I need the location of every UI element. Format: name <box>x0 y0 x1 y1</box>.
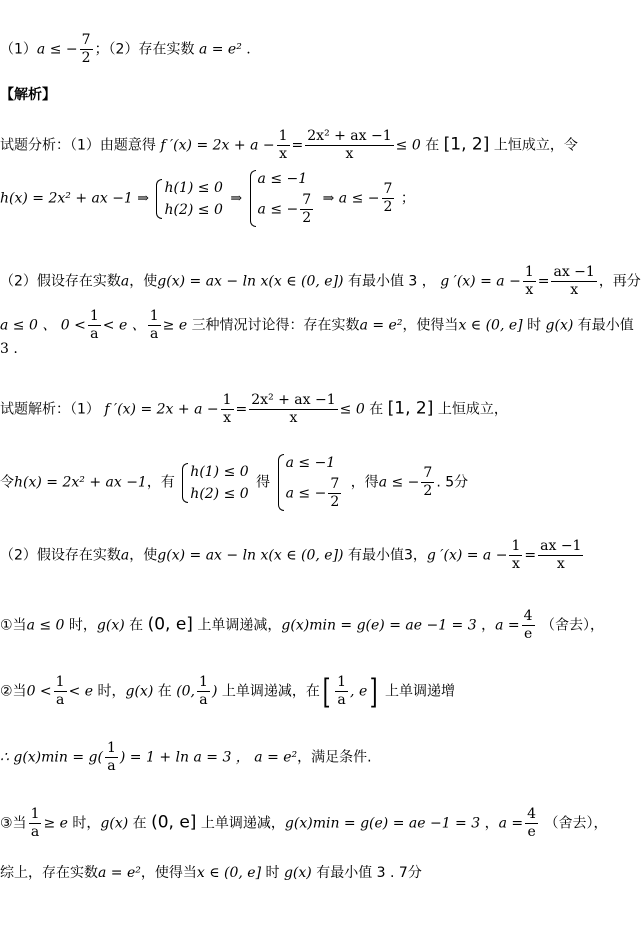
math: ≤ 0 <box>339 401 365 418</box>
frac <box>538 538 583 573</box>
math: f ′(x) = 2x + a − <box>104 401 219 418</box>
frac-num: ax −1 <box>553 264 595 280</box>
math: g(x) <box>283 865 312 881</box>
frac-den: 2 <box>302 210 312 226</box>
equals-sign: = <box>537 273 550 290</box>
analysis-label: 试题分析：（1）由题意得 <box>0 137 156 154</box>
text: 上单调递减， <box>200 815 285 832</box>
text: 有最小值 3 ， <box>347 273 436 290</box>
text: 时， <box>97 683 126 700</box>
frac-den: x <box>279 146 288 162</box>
cases-a <box>250 170 316 227</box>
math: g(x) <box>96 617 125 634</box>
math: g(x) <box>125 683 154 700</box>
frac-num: 7 <box>302 192 312 208</box>
text: （2）假设存在实数 <box>0 273 121 290</box>
interval: [1, 2] <box>387 398 434 419</box>
text: （舍去）， <box>541 617 605 634</box>
text: 时， <box>68 617 97 634</box>
separator: ， <box>481 617 496 634</box>
math: g(x)min = g(e) = ae −1 = 3 <box>284 815 481 832</box>
frac <box>148 308 161 343</box>
frac-den: a <box>30 824 40 840</box>
case-row: h(2) ≤ 0 <box>164 201 223 218</box>
g-function: g(x) = ax − ln x(x ∈ (0, e]) <box>157 273 344 290</box>
math: x ∈ (0, e] <box>458 317 523 334</box>
case-row: a ≤ − <box>285 485 327 502</box>
separator: ， <box>484 815 499 832</box>
math: < e <box>68 683 94 700</box>
answer-part1-label: （1） <box>0 41 37 58</box>
case-row: a ≤ −1 <box>257 171 308 187</box>
frac <box>551 264 596 299</box>
frac <box>88 308 101 343</box>
frac-den: x <box>223 410 232 426</box>
text: 上恒成立， <box>437 401 508 418</box>
text: 得 <box>256 474 271 491</box>
solution-line-2 <box>0 454 468 511</box>
answer-part1-math: a ≤ − <box>36 41 78 58</box>
final-line <box>0 864 422 882</box>
math: a = e² <box>254 749 298 766</box>
text: 在 <box>132 815 147 832</box>
frac-num: 1 <box>89 308 99 324</box>
analysis-line-3 <box>0 264 641 299</box>
text: （舍去）， <box>544 815 608 832</box>
brace <box>278 454 284 511</box>
frac-den: a <box>199 692 208 708</box>
frac-den: x <box>570 282 579 298</box>
score-text: . 5分 <box>436 474 469 491</box>
text: 令 <box>0 474 14 491</box>
analysis-line-1 <box>0 128 578 163</box>
text: 综上，存在实数 <box>0 865 98 881</box>
frac-den: x <box>525 282 534 298</box>
text: ，使 <box>129 547 158 564</box>
frac <box>54 674 67 709</box>
math: ) = 1 + ln a = 3 ， <box>119 749 250 766</box>
frac-num: 1 <box>511 538 521 554</box>
g-function: g(x) = ax − ln x(x ∈ (0, e]) <box>157 547 344 564</box>
frac <box>221 392 234 427</box>
analysis-line-5: 3 . <box>0 341 18 357</box>
interval: (0, e] <box>147 614 193 635</box>
frac-den: a <box>337 692 346 708</box>
text: 在 <box>425 137 440 154</box>
frac-num: 1 <box>337 674 347 690</box>
math: < e 、 <box>102 317 146 334</box>
frac-num: 1 <box>30 806 40 822</box>
math: a ≤ − <box>378 474 420 491</box>
math: (0, <box>176 683 196 700</box>
interval: (0, e] <box>151 812 197 833</box>
case-row: a ≤ −1 <box>285 455 336 471</box>
cases-h <box>182 463 248 503</box>
text: ，满足条件. <box>297 749 372 766</box>
frac-den: x <box>556 556 565 572</box>
text: 时 <box>265 865 280 881</box>
frac-num: 1 <box>278 128 288 144</box>
frac-num: 1 <box>149 308 159 324</box>
frac-num: 1 <box>55 674 65 690</box>
case-label: ①当 <box>0 617 27 634</box>
frac <box>421 465 434 500</box>
frac <box>29 806 42 841</box>
math: a = <box>495 617 520 634</box>
math: a ≤ 0 <box>26 617 65 634</box>
analysis-line-2 <box>0 170 415 227</box>
interval: [1, 2] <box>443 134 490 155</box>
analysis-line-4 <box>0 308 634 343</box>
h-function: h(x) = 2x² + ax −1 ⇒ <box>0 190 150 207</box>
frac-num: 2x² + ax −1 <box>251 392 336 408</box>
math: a = e² <box>98 865 141 881</box>
frac-num: ax −1 <box>540 538 582 554</box>
frac-num: 1 <box>222 392 232 408</box>
analysis-frac-1 <box>277 128 290 163</box>
frac-den: x <box>345 146 354 162</box>
frac-num: 7 <box>383 181 393 197</box>
math: a ≤ 0 、 0 < <box>0 317 86 334</box>
answer-line <box>0 32 251 67</box>
frac <box>249 392 337 427</box>
math: h(x) = 2x² + ax −1 <box>14 474 147 491</box>
text: 时 <box>527 317 542 334</box>
case-row: h(2) ≤ 0 <box>190 485 249 502</box>
frac-den: 2 <box>423 483 433 499</box>
analysis-frac-2 <box>305 128 393 163</box>
frac-den: x <box>289 410 298 426</box>
frac-num: 7 <box>330 476 340 492</box>
var-a: a <box>120 273 130 290</box>
frac-num: 1 <box>524 264 534 280</box>
text: 在 <box>369 401 384 418</box>
case-frac <box>328 476 341 511</box>
solution-line-3 <box>0 538 585 573</box>
case-3-line <box>0 806 608 841</box>
frac-num: 7 <box>423 465 433 481</box>
implies-arrow: ⇒ <box>230 190 243 207</box>
brace <box>250 170 256 227</box>
analysis-ineq: ≤ 0 <box>395 137 421 154</box>
math: a = <box>498 815 524 832</box>
cases-a <box>278 454 344 511</box>
therefore-line <box>0 740 372 775</box>
equals-sign: = <box>291 137 304 154</box>
answer-fraction-den: 2 <box>81 50 91 66</box>
math: g(x)min = g(e) = ae −1 = 3 <box>281 617 477 634</box>
text: ，得 <box>350 474 379 491</box>
frac <box>525 806 538 841</box>
frac <box>509 538 522 573</box>
answer-part2-math: a = e² <box>198 41 242 58</box>
text: ，使得当 <box>402 317 459 334</box>
frac <box>522 608 535 643</box>
text: 上单调递减，在 <box>221 683 320 700</box>
solution-line-1 <box>0 392 508 427</box>
text: 上单调递减， <box>197 617 282 634</box>
case-label: ②当 <box>0 683 27 700</box>
brace <box>156 179 162 219</box>
frac <box>335 674 348 709</box>
math: 0 < <box>26 683 52 700</box>
text: 上恒成立，令 <box>493 137 578 154</box>
semicolon: ； <box>400 190 415 207</box>
answer-fraction <box>80 32 93 67</box>
frac-num: 1 <box>199 674 208 690</box>
math: x ∈ (0, e] <box>196 865 262 881</box>
frac-den: a <box>55 692 65 708</box>
math: ≥ e <box>162 317 188 334</box>
math: ) <box>211 683 218 700</box>
text: ，有 <box>146 474 175 491</box>
case-2-line <box>0 671 455 712</box>
result-frac <box>382 181 395 216</box>
frac-den: a <box>150 326 159 342</box>
text: 在 <box>129 617 144 634</box>
case-row: h(1) ≤ 0 <box>190 463 249 480</box>
brace <box>182 463 188 503</box>
math: , e <box>350 683 368 700</box>
text: 时， <box>72 815 101 832</box>
text: 上单调递增 <box>384 683 455 700</box>
var-a: a <box>120 547 130 564</box>
g-derivative: g ′(x) = a − <box>426 547 508 564</box>
frac-den: 2 <box>330 494 340 510</box>
text: ，使得当 <box>140 865 197 881</box>
frac-den: a <box>107 758 116 774</box>
frac-num: 1 <box>106 740 116 756</box>
right-bracket: ] <box>369 671 378 712</box>
frac-num: 4 <box>527 806 537 822</box>
section-title: 【解析】 <box>0 87 56 103</box>
left-bracket: [ <box>322 671 331 712</box>
text: ，再分 <box>598 273 641 290</box>
text: 有最小值 <box>577 317 634 334</box>
frac <box>105 740 118 775</box>
result: ⇒ a ≤ − <box>322 190 380 207</box>
answer-part2-label: ；（2）存在实数 <box>94 41 195 58</box>
case-frac <box>300 192 313 227</box>
text: 在 <box>157 683 172 700</box>
frac-den: e <box>523 626 533 642</box>
equals-sign: = <box>235 401 248 418</box>
solution-label: 试题解析：（1） <box>0 401 100 418</box>
answer-fraction-num: 7 <box>81 32 91 48</box>
frac-den: 2 <box>383 199 393 215</box>
g-derivative: g ′(x) = a − <box>440 273 521 290</box>
analysis-derivative: f ′(x) = 2x + a − <box>160 137 275 154</box>
cases-h <box>156 179 222 219</box>
math: g(x) <box>100 815 129 832</box>
case-row: a ≤ − <box>257 201 299 218</box>
math: g(x) <box>545 317 574 334</box>
math: a = e² <box>359 317 403 334</box>
text: 三种情况讨论得：存在实数 <box>191 317 360 334</box>
frac-num: 4 <box>523 608 533 624</box>
text: ，使 <box>129 273 158 290</box>
frac <box>523 264 536 299</box>
frac-num: 2x² + ax −1 <box>307 128 392 144</box>
text: 有最小值 3 . 7分 <box>316 865 422 881</box>
text: 有最小值3， <box>347 547 427 564</box>
answer-end: . <box>246 41 251 58</box>
frac-den: x <box>511 556 520 572</box>
case-row: h(1) ≤ 0 <box>164 179 223 196</box>
math: ∴ g(x)min = g( <box>0 749 103 766</box>
frac-den: e <box>527 824 536 840</box>
frac-den: a <box>90 326 99 342</box>
equals-sign: = <box>524 547 537 564</box>
math: ≥ e <box>43 815 68 832</box>
text: （2）假设存在实数 <box>0 547 121 564</box>
frac <box>197 674 210 709</box>
case-1-line <box>0 608 604 643</box>
case-label: ③当 <box>0 815 27 832</box>
